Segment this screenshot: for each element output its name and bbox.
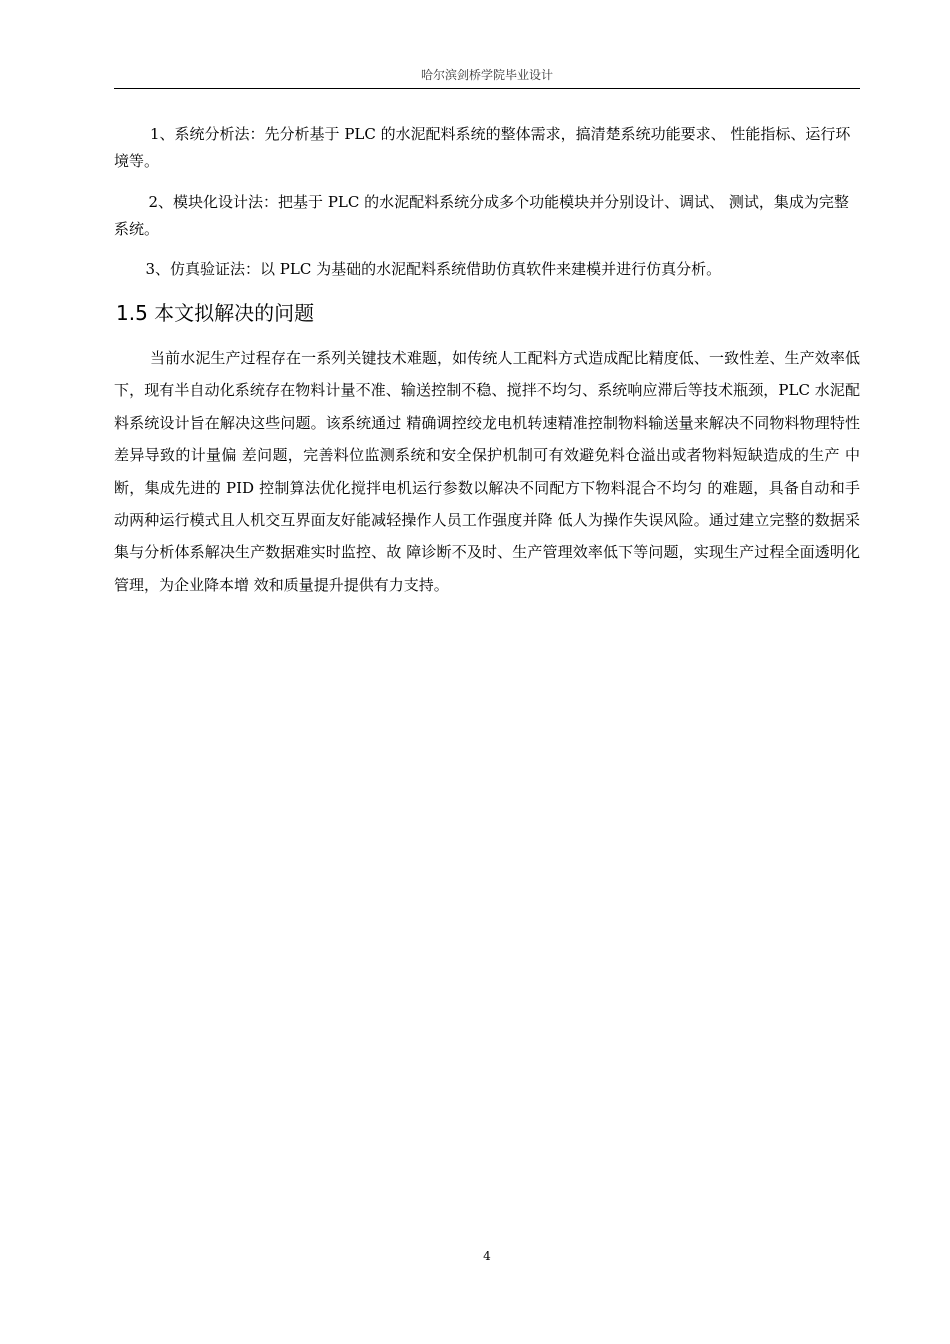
header-divider — [114, 88, 860, 89]
section-heading: 1.5 本文拟解决的问题 — [116, 301, 315, 325]
method-item-system-analysis: 1、系统分析法：先分析基于 PLC 的水泥配料系统的整体需求，搞清楚系统功能要求、 性能指标、运行环境等。 — [114, 125, 851, 170]
method-item-simulation: 3、仿真验证法：以 PLC 为基础的水泥配料系统借助仿真软件来建模并进行仿真分析。 — [145, 260, 722, 278]
page-number: 4 — [483, 1249, 491, 1263]
section-paragraph: 当前水泥生产过程存在一系列关键技术难题，如传统人工配料方式造成配比精度低、一致性差、生产效率低下，现有半自动化系统存在物料计量不准、输送控制不稳、搅拌不均匀、系统响应滞后等技术瓶颈，PLC 水泥配料系统设计旨在解决这些问题。该系统通过 精确调控绞龙电机转速精准控制物料输送量来解决不同物料物理特性差异导致的计量偏 差问题，完善料位监测系统和安全保护机制可有效避免料仓溢出或者物料短缺造成的生产 中断，集成先进的 PID 控制算法优化搅拌电机运行参数以解决不同配方下物料混合不均匀 的难题，具备自动和手动两种运行模式且人机交互界面友好能减轻操作人员工作强度并降 低人为操作失误风险。通过建立完整的数据采集与分析体系解决生产数据难实时监控、故 障诊断不及时、生产管理效率低下等问题，实现生产过程全面透明化管理，为企业降本增 效和质量提升提供有力支持。 — [114, 349, 860, 594]
method-item-modular-design: 2、模块化设计法：把基于 PLC 的水泥配料系统分成多个功能模块并分别设计、调试、 测试，集成为完整系统。 — [114, 193, 849, 238]
page-header: 哈尔滨剑桥学院毕业设计 — [420, 68, 553, 82]
